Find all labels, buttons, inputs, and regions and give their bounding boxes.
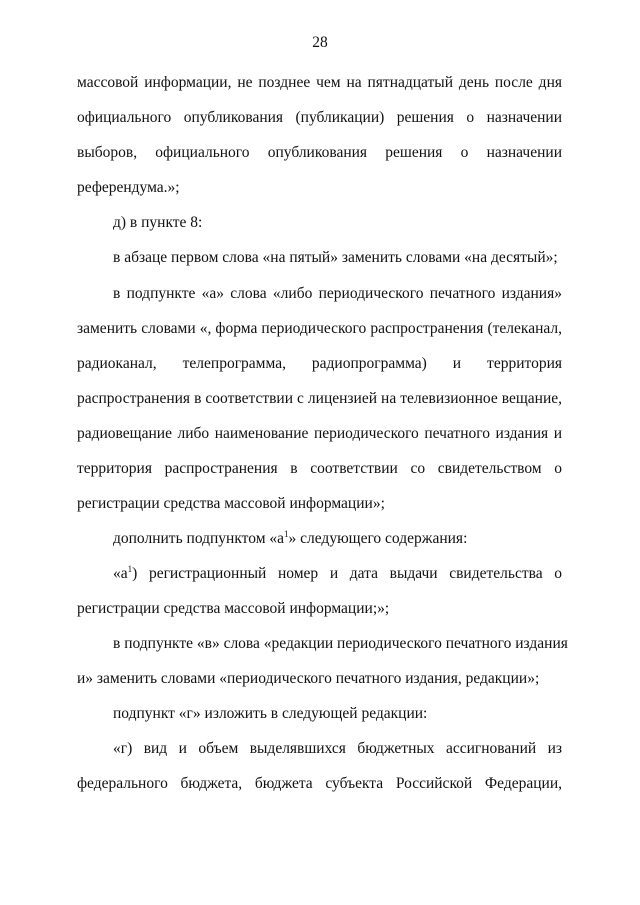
text-fragment: ) регистрационный номер и дата выдачи свидетельства о — [132, 565, 562, 582]
superscript: 1 — [127, 564, 133, 574]
text-line: в подпункте «а» слова «либо периодического печатного издания» — [113, 285, 562, 302]
text-line: территория распространения в соответствии со свидетельством о — [77, 460, 562, 477]
text-line: регистрации средства массовой информации;»; — [77, 600, 390, 617]
text-line: референдума.»; — [77, 179, 180, 196]
text-line: в абзаце первом слова «на пятый» заменить словами «на десятый»; — [113, 249, 558, 266]
text-line: в подпункте «в» слова «редакции периодического печатного издания — [113, 635, 568, 652]
text-line: радиоканал, телепрограмма, радиопрограмма) и территория — [77, 355, 562, 372]
text-line — [113, 529, 562, 550]
text-line: «г) вид и объем выделявшихся бюджетных ассигнований из — [113, 740, 562, 757]
text-line: выборов, официального опубликования решения о назначении — [77, 144, 562, 161]
text-line: официального опубликования (публикации) решения о назначении — [77, 109, 562, 126]
superscript: 1 — [284, 529, 289, 539]
text-fragment: «а — [113, 565, 128, 582]
text-line: д) в пункте 8: — [113, 214, 203, 231]
text-line: федерального бюджета, бюджета субъекта Российской Федерации, — [77, 775, 562, 792]
text-fragment: » следующего содержания: — [288, 530, 468, 547]
page-number: 28 — [312, 34, 328, 51]
text-line: и» заменить словами «периодического печатного издания, редакции»; — [77, 670, 540, 687]
text-line: подпункт «г» изложить в следующей редакции: — [113, 705, 428, 722]
text-line: заменить словами «, форма периодического распространения (телеканал, — [77, 320, 562, 337]
text-line: массовой информации, не позднее чем на пятнадцатый день после дня — [77, 74, 562, 91]
text-line — [113, 564, 562, 585]
text-fragment: дополнить подпунктом «а — [113, 530, 285, 547]
text-line: регистрации средства массовой информации»; — [77, 495, 385, 512]
text-line: распространения в соответствии с лицензией на телевизионное вещание, — [77, 390, 562, 407]
text-line: радиовещание либо наименование периодического печатного издания и — [77, 425, 562, 442]
